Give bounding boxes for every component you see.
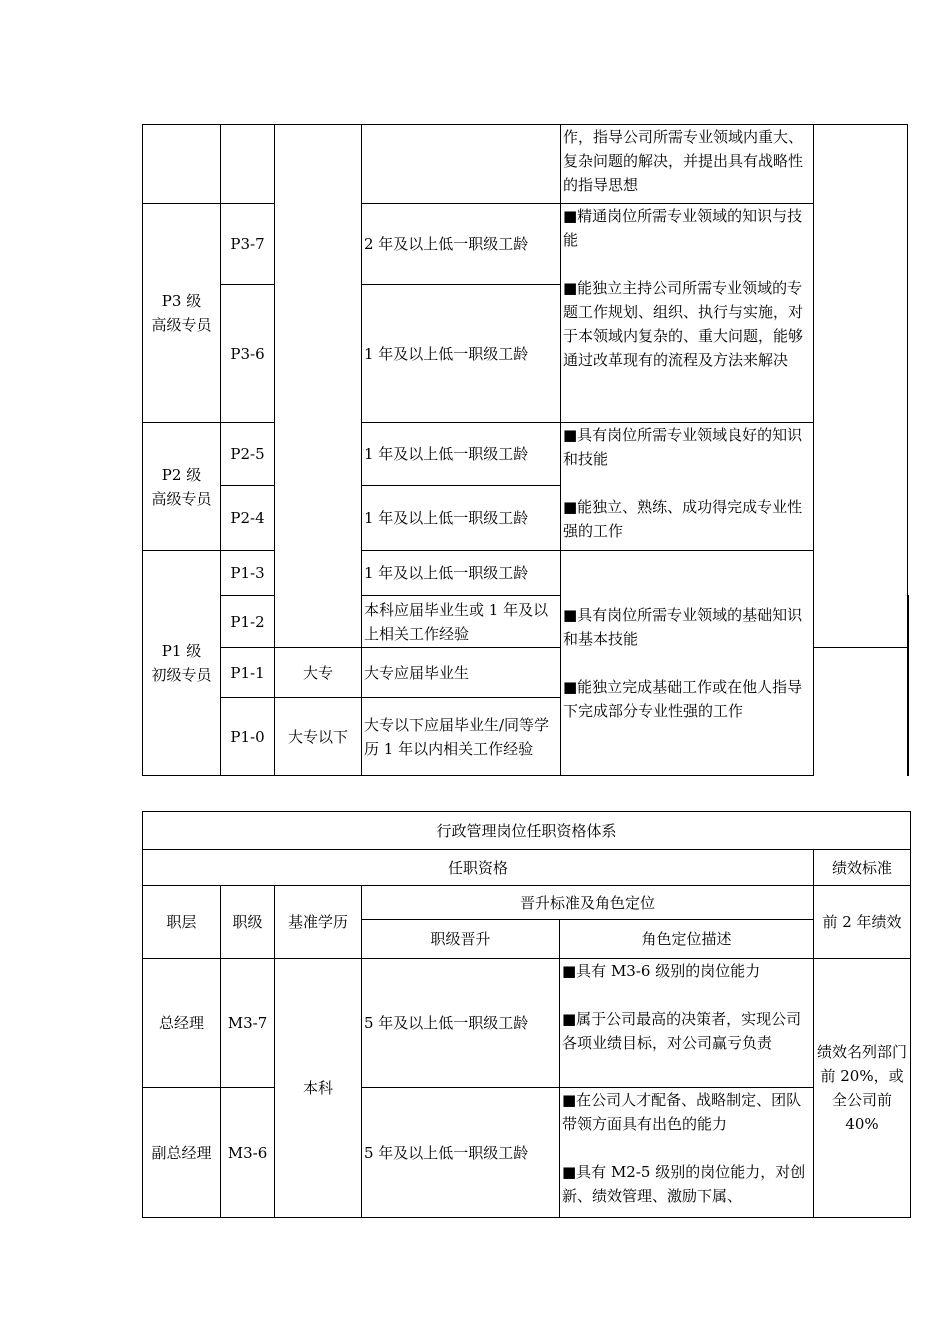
role-cell-p1 xyxy=(561,551,814,776)
promo-cell: 5 年及以上低一职级工龄 xyxy=(362,1088,560,1218)
promo-cell: 1 年及以上低一职级工龄 xyxy=(362,486,561,551)
role-item: ■在公司人才配备、战略制定、团队带领方面具有出色的能力 xyxy=(562,1091,802,1133)
table-row xyxy=(143,423,909,486)
perf-cell xyxy=(908,596,909,776)
grade-cell: P2-5 xyxy=(221,423,275,486)
role-item: ■属于公司最高的决策者，实现公司各项业绩目标，对公司赢亏负责 xyxy=(562,1010,802,1052)
role-item: ■具有 M2-5 级别的岗位能力，对创新、绩效管理、激励下属、 xyxy=(562,1163,806,1205)
role-item: ■能独立完成基础工作或在他人指导下完成部分专业性强的工作 xyxy=(563,678,803,720)
role-item: ■能独立主持公司所需专业领域的专题工作规划、组织、执行与实施，对于本领域内复杂的、重大问题，能够通过改革现有的流程及方法来解决 xyxy=(563,279,804,369)
promo-cell: 大专以下应届毕业生/同等学历 1 年以内相关工作经验 xyxy=(362,698,561,776)
level-label: P1 级 xyxy=(161,642,202,660)
table-title-row xyxy=(143,812,911,850)
edu-cell xyxy=(275,125,362,648)
header-promo-role: 晋升标准及角色定位 xyxy=(362,886,814,920)
promo-cell: 5 年及以上低一职级工龄 xyxy=(362,959,560,1088)
perf-cell xyxy=(814,125,908,648)
grade-cell: P2-4 xyxy=(221,486,275,551)
role-cell: 作，指导公司所需专业领域内重大、复杂问题的解决，并提出具有战略性的指导思想 xyxy=(561,125,814,204)
grade-cell: P1-3 xyxy=(221,551,275,596)
grade-cell: M3-7 xyxy=(221,959,275,1088)
layer-cell xyxy=(143,125,221,204)
role-cell-p3 xyxy=(561,204,814,423)
grade-cell xyxy=(221,125,275,204)
level-label: P3 级 xyxy=(161,292,202,310)
table-header-row xyxy=(143,886,911,920)
perf-cell: 绩效名列部门前 20%，或全公司前 40% xyxy=(814,959,911,1218)
role-cell xyxy=(560,959,814,1088)
promo-cell: 本科应届毕业生或 1 年及以上相关工作经验 xyxy=(362,596,561,648)
table-title: 行政管理岗位任职资格体系 xyxy=(143,812,911,850)
level-label: P2 级 xyxy=(161,465,202,484)
grade-cell: P3-7 xyxy=(221,204,275,285)
promo-cell: 大专应届毕业生 xyxy=(362,648,561,698)
role-item: ■具有岗位所需专业领域良好的知识和技能 xyxy=(563,426,803,468)
role-item: ■具有 M3-6 级别的岗位能力 xyxy=(562,962,761,980)
promo-cell xyxy=(362,125,561,204)
grade-cell: P1-1 xyxy=(221,648,275,698)
role-cell xyxy=(560,1088,814,1218)
header-promo: 职级晋升 xyxy=(362,920,560,959)
role-item: ■精通岗位所需专业领域的知识与技能 xyxy=(563,207,803,249)
promo-cell: 1 年及以上低一职级工龄 xyxy=(362,285,561,423)
qualification-table-continued xyxy=(142,124,909,776)
level-title: 高级专员 xyxy=(151,489,212,508)
admin-qualification-table xyxy=(142,811,911,1218)
layer-cell: 总经理 xyxy=(143,959,221,1088)
edu-cell: 本科 xyxy=(275,959,362,1218)
layer-cell: 副总经理 xyxy=(143,1088,221,1218)
role-item: ■具有岗位所需专业领域的基础知识和基本技能 xyxy=(563,606,803,648)
table-header-row xyxy=(143,850,911,886)
header-layer: 职层 xyxy=(143,886,221,959)
header-qualification: 任职资格 xyxy=(143,850,814,886)
promo-cell: 1 年及以上低一职级工龄 xyxy=(362,423,561,486)
role-cell-p2 xyxy=(561,423,814,551)
header-grade: 职级 xyxy=(221,886,275,959)
header-perf-2y: 前 2 年绩效 xyxy=(814,886,911,959)
edu-cell: 大专 xyxy=(275,648,362,698)
header-edu: 基准学历 xyxy=(275,886,362,959)
layer-cell-p2 xyxy=(143,423,221,551)
promo-cell: 1 年及以上低一职级工龄 xyxy=(362,551,561,596)
grade-cell: M3-6 xyxy=(221,1088,275,1218)
table-row xyxy=(143,959,911,1088)
level-title: 高级专员 xyxy=(151,316,212,334)
role-item: ■能独立、熟练、成功得完成专业性强的工作 xyxy=(563,498,803,540)
layer-cell-p1 xyxy=(143,551,221,776)
table-row xyxy=(143,1088,911,1218)
table-row xyxy=(143,125,909,204)
layer-cell-p3 xyxy=(143,204,221,423)
edu-cell: 大专以下 xyxy=(275,698,362,776)
level-title: 初级专员 xyxy=(151,666,212,684)
grade-cell: P3-6 xyxy=(221,285,275,423)
promo-cell: 2 年及以上低一职级工龄 xyxy=(362,204,561,285)
table-row xyxy=(143,551,909,596)
header-perf-standard: 绩效标准 xyxy=(814,850,911,886)
grade-cell: P1-0 xyxy=(221,698,275,776)
table-row xyxy=(143,204,909,285)
grade-cell: P1-2 xyxy=(221,596,275,648)
header-role: 角色定位描述 xyxy=(560,920,814,959)
